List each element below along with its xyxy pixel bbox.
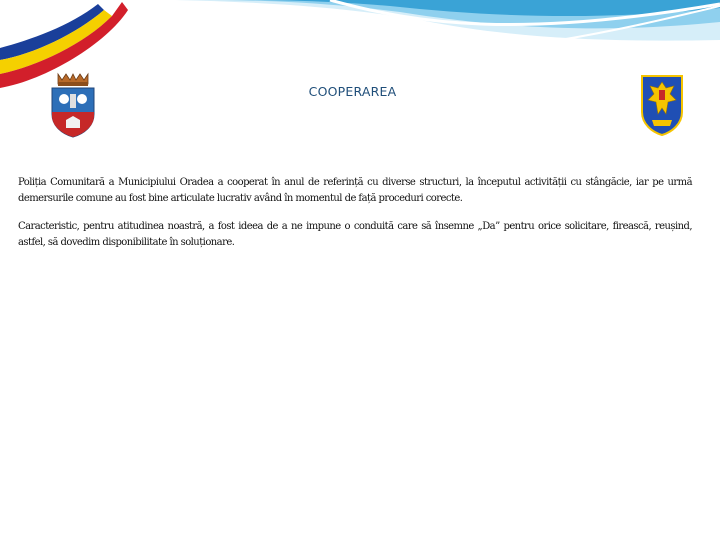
oradea-coat-of-arms-icon xyxy=(50,72,96,138)
header-decoration xyxy=(0,0,720,140)
paragraph-attitude: Caracteristic, pentru atitudinea noastră, a fost ideea de a ne impune o conduită care să însemne „Da” pentru orice solicitare, firească, reușind, astfel, să dovedim disponibilitate în soluționare. xyxy=(18,221,692,248)
police-coat-of-arms-icon xyxy=(640,72,684,136)
slide-title: COOPERAREA xyxy=(308,84,397,99)
paragraph-cooperation: Poliția Comunitară a Municipiului Oradea a cooperat în anul de referință cu diverse structuri, la începutul activității cu stângăcie, iar pe urmă demersurile comune au fost bine articulate lucrativ având în momentul de față proceduri corecte. xyxy=(18,177,692,204)
